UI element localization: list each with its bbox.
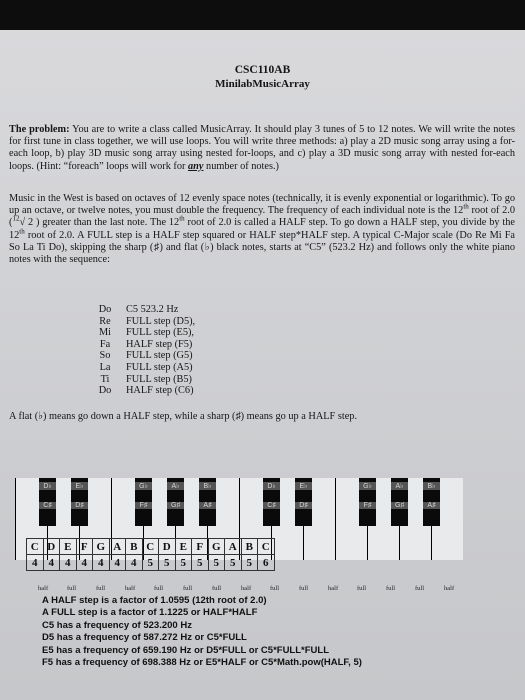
note-octave-cell: 5 <box>241 555 258 571</box>
note-letter-cell: F <box>192 539 209 555</box>
sequence-note: Mi <box>98 327 112 339</box>
black-key <box>359 478 376 526</box>
note-letter-cell: A <box>109 539 126 555</box>
fact-line: C5 has a frequency of 523.200 Hz <box>42 619 192 631</box>
black-key <box>135 478 152 526</box>
note-octave-cell: 4 <box>93 555 110 571</box>
frequency-facts <box>42 595 362 669</box>
black-key-sharp-label: C♯ <box>263 502 280 509</box>
black-key-sharp-label: A♯ <box>199 502 216 509</box>
note-octave-cell: 4 <box>76 555 93 571</box>
music-sup-4: th <box>19 227 25 236</box>
black-key-flat-label: A♭ <box>167 482 184 490</box>
note-letter-cell: D <box>43 539 60 555</box>
black-key-sharp-label: G♯ <box>391 502 408 509</box>
note-letter-cell: C <box>27 539 44 555</box>
note-octave-cell: 4 <box>43 555 60 571</box>
music-sup-3: th <box>179 214 185 223</box>
note-letter-cell: C <box>258 539 275 555</box>
black-key-flat-label: D♭ <box>263 482 280 490</box>
sequence-row <box>84 385 195 397</box>
step-label: half <box>38 585 49 592</box>
problem-body: You are to write a class called MusicArray. It should play 3 tunes of 5 to 12 notes. We will write the notes for first tune in class together, we will use loops. You will write three methods: a) play a 2D music song array using a for-each loop, b) play 3D music song array using nested for-loops, and c) play a 3D music song array with nested for-each loops. (Hint: “foreach” loops will work for <box>9 124 515 172</box>
problem-paragraph <box>9 124 515 173</box>
sequence-desc: FULL step (G5) <box>126 350 193 362</box>
music-text-1: Music in the West is based on octaves of 12 evenly space notes (technically, it is evenly exponential or logarithmic). To go up an octave, or twelve notes, you must double the frequency. The frequency of each individual note is the 12 <box>9 193 515 217</box>
black-key-flat-label: D♭ <box>39 482 56 490</box>
step-label: full <box>183 585 193 592</box>
step-label: full <box>270 585 280 592</box>
step-label: full <box>96 585 106 592</box>
music-text-2: root of 2.0 ( <box>9 205 515 229</box>
note-letter-cell: D <box>159 539 176 555</box>
note-table <box>26 538 275 571</box>
black-key <box>295 478 312 526</box>
music-sup-1: th <box>463 202 469 211</box>
step-label: half <box>125 585 136 592</box>
black-key <box>71 478 88 526</box>
note-letter-cell: B <box>241 539 258 555</box>
note-octave-cell: 5 <box>208 555 225 571</box>
sequence-note: La <box>99 361 111 373</box>
scale-sequence <box>84 304 195 397</box>
note-octave-cell: 4 <box>109 555 126 571</box>
note-octave-cell: 5 <box>142 555 159 571</box>
sequence-note: Do <box>98 304 112 315</box>
black-key-flat-label: B♭ <box>423 482 440 490</box>
fact-line: D5 has a frequency of 587.272 Hz or C5*FULL <box>42 632 247 644</box>
note-letter-cell: G <box>93 539 110 555</box>
step-label: half <box>328 585 339 592</box>
black-key-sharp-label: D♯ <box>71 502 88 509</box>
sequence-row <box>84 327 195 339</box>
black-key-flat-label: G♭ <box>359 482 376 490</box>
note-letter-cell: E <box>175 539 192 555</box>
sequence-row <box>84 316 195 328</box>
black-key-sharp-label: G♯ <box>167 502 184 509</box>
sequence-row <box>84 350 195 362</box>
sequence-desc: HALF step (F5) <box>126 338 193 350</box>
note-letter-row <box>27 539 275 555</box>
black-key-sharp-label: F♯ <box>135 502 152 509</box>
sequence-row <box>84 339 195 351</box>
flat-sharp-note: A flat (♭) means go down a HALF step, while a sharp (♯) means go up a HALF step. <box>9 411 358 422</box>
black-key-sharp-label: D♯ <box>295 502 312 509</box>
note-letter-cell: E <box>60 539 77 555</box>
note-octave-cell: 6 <box>258 555 275 571</box>
problem-emphasis: any <box>188 160 204 172</box>
note-letter-cell: B <box>126 539 143 555</box>
note-letter-cell: F <box>76 539 93 555</box>
note-octave-cell: 4 <box>126 555 143 571</box>
black-key-flat-label: E♭ <box>71 482 88 490</box>
black-key-flat-label: G♭ <box>135 482 152 490</box>
black-key <box>199 478 216 526</box>
fact-line: A HALF step is a factor of 1.0595 (12th root of 2.0) <box>42 595 267 606</box>
sequence-note: Re <box>99 315 111 327</box>
step-label: full <box>299 585 309 592</box>
assignment-title: MinilabMusicArray <box>215 78 310 90</box>
black-key <box>263 478 280 526</box>
note-octave-row <box>27 555 275 571</box>
black-key <box>391 478 408 526</box>
black-key-sharp-label: C♯ <box>39 502 56 509</box>
step-label: half <box>444 585 455 592</box>
black-key-flat-label: B♭ <box>199 482 216 490</box>
sequence-desc: FULL step (D5), <box>126 315 196 327</box>
black-key-flat-label: A♭ <box>391 482 408 490</box>
step-label: full <box>415 585 425 592</box>
sequence-note: Do <box>98 385 112 397</box>
note-octave-cell: 5 <box>175 555 192 571</box>
step-label: full <box>386 585 396 592</box>
sequence-row <box>84 304 195 316</box>
sequence-note: So <box>99 350 111 362</box>
sequence-row <box>84 362 195 374</box>
fact-line: F5 has a frequency of 698.388 Hz or E5*HALF or C5*Math.pow(HALF, 5) <box>42 657 362 669</box>
black-key <box>39 478 56 526</box>
note-octave-cell: 4 <box>27 555 44 571</box>
step-label: full <box>67 585 77 592</box>
music-paragraph <box>9 193 515 266</box>
step-label: full <box>212 585 222 592</box>
sequence-desc: C5 523.2 Hz <box>126 304 179 315</box>
note-letter-cell: A <box>225 539 242 555</box>
music-text-5: root of 2.0. A FULL step is a HALF step squared or HALF step*HALF step. A typical C-Major scale (Do Re Mi Fa So La Ti Do), skipping the sharp (♯) and flat (♭) black notes, starts at “C5” (523.2 Hz) and follows only the white piano notes with the sequence: <box>9 229 515 266</box>
note-octave-cell: 4 <box>60 555 77 571</box>
course-code: CSC110AB <box>234 64 291 76</box>
note-octave-cell: 5 <box>159 555 176 571</box>
music-text-3: √ 2 ) greater than the last note. The 12 <box>19 217 180 229</box>
black-key <box>423 478 440 526</box>
problem-tail: number of notes.) <box>206 160 279 172</box>
note-octave-cell: 5 <box>192 555 209 571</box>
black-key-sharp-label: F♯ <box>359 502 376 509</box>
sequence-desc: HALF step (C6) <box>126 385 194 397</box>
step-label: full <box>154 585 164 592</box>
music-sup-2: 12 <box>12 214 20 223</box>
black-key-flat-label: E♭ <box>295 482 312 490</box>
note-letter-cell: C <box>142 539 159 555</box>
fact-line: E5 has a frequency of 659.190 Hz or D5*FULL or C5*FULL*FULL <box>42 644 330 656</box>
step-label: half <box>241 585 252 592</box>
fact-line: A FULL step is a factor of 1.1225 or HALF*HALF <box>42 607 258 619</box>
sequence-desc: FULL step (E5), <box>126 327 194 339</box>
note-letter-cell: G <box>208 539 225 555</box>
sequence-note: Fa <box>99 338 111 350</box>
sequence-desc: FULL step (B5) <box>126 373 192 385</box>
black-key-sharp-label: A♯ <box>423 502 440 509</box>
sequence-desc: FULL step (A5) <box>126 361 193 373</box>
black-key <box>167 478 184 526</box>
note-octave-cell: 5 <box>225 555 242 571</box>
problem-lead: The problem: <box>9 124 70 135</box>
step-label: full <box>357 585 367 592</box>
music-text-4: root of 2.0 is called a HALF step. To go down a HALF step, you divide by the 12 <box>9 217 515 241</box>
sequence-note: Ti <box>100 373 110 385</box>
sequence-row <box>84 374 195 386</box>
